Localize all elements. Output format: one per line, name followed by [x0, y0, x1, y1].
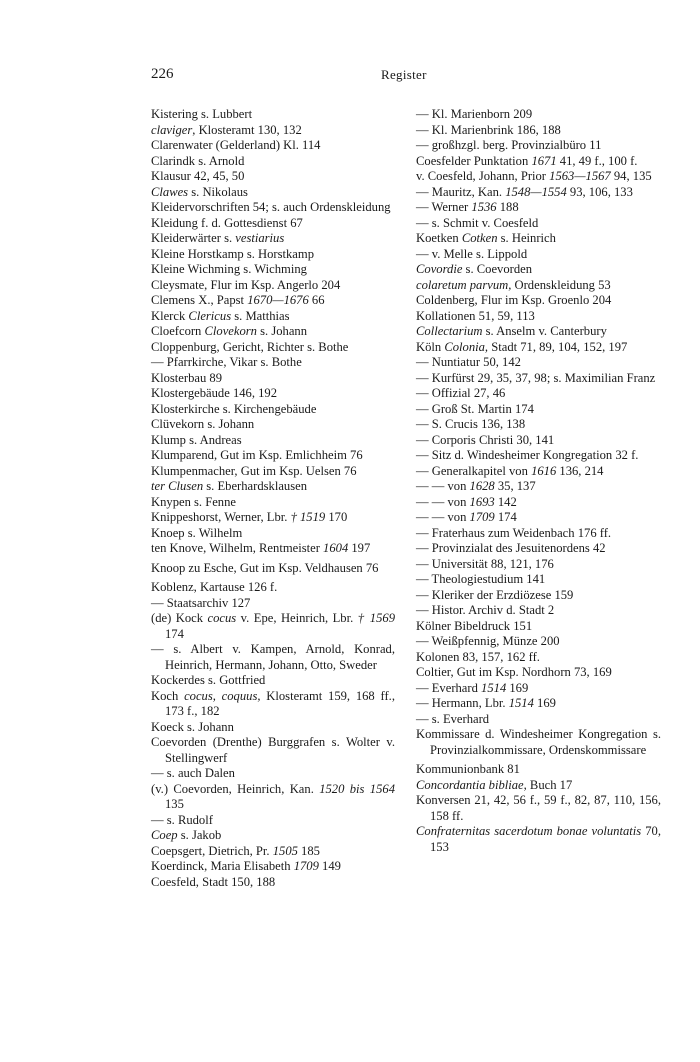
index-entry-text: — Everhard	[416, 680, 482, 695]
index-entry-text: Clüvekorn s. Johann	[151, 417, 255, 431]
index-entry-text: — Theologiestudium 141	[416, 572, 546, 586]
index-entry-text: s. Matthias	[231, 308, 290, 323]
index-entry-text: — Kleriker der Erzdiözese 159	[416, 587, 574, 602]
index-entry-text: 142	[494, 494, 517, 509]
index-entry-text: v. Coesfeld, Johann, Prior	[416, 169, 550, 183]
index-entry	[416, 712, 661, 728]
index-entry-text: — Kl. Marienbrink 186, 188	[416, 122, 561, 137]
index-entry-text: s. Coevorden	[462, 262, 533, 276]
index-entry-italic-text: Cotken	[461, 231, 498, 245]
index-entry-text: s. Anselm v. Canterbury	[482, 324, 607, 338]
index-entry-italic-text: 1709	[293, 859, 319, 873]
index-entry-text: Knoop zu Esche, Gut im Ksp. Veldhausen 76	[151, 560, 379, 575]
index-entry	[151, 216, 395, 232]
index-entry-text: — Werner	[416, 200, 472, 214]
index-entry	[416, 355, 661, 371]
index-entry-italic-text: cocus, coquus,	[184, 688, 261, 703]
index-entry-text: — Fraterhaus zum Weidenbach 176 ff.	[416, 525, 612, 540]
index-entry	[416, 433, 661, 449]
index-entry-text: Klerck	[151, 308, 189, 323]
index-entry	[416, 526, 661, 542]
index-entry-italic-text: Clovekorn	[204, 324, 257, 338]
index-entry-text: Klosterbau 89	[151, 370, 222, 385]
index-entry-text: Kommissare d. Windesheimer Kongregation s. Provinzialkommissare, Ordenskommissare	[416, 727, 661, 757]
index-entry	[416, 510, 661, 526]
index-entry	[416, 185, 661, 201]
index-entry	[416, 634, 661, 650]
index-entry-text: ten Knove, Wilhelm, Rentmeister	[151, 541, 324, 555]
index-entry	[151, 580, 395, 596]
index-entry	[151, 185, 395, 201]
index-entry-italic-text: vestiarius	[235, 231, 285, 245]
index-entry	[151, 813, 395, 829]
index-entry-text: — Corporis Christi 30, 141	[416, 432, 555, 447]
index-entry-italic-text: 1670—1676	[247, 293, 309, 307]
index-entry-italic-text: Confraternitas sacerdotum bonae voluntatis	[416, 824, 642, 838]
index-entry-text: — v. Melle s. Lippold	[416, 246, 528, 261]
index-entry-italic-text: Clericus	[188, 308, 232, 323]
index-entry	[151, 417, 395, 433]
index-entry-text: 174	[165, 626, 184, 641]
index-entry-text: Ordenskleidung 53	[511, 277, 611, 292]
index-entry-text: Clarindk s. Arnold	[151, 153, 245, 168]
index-entry	[416, 216, 661, 232]
index-entry	[416, 324, 661, 340]
index-entry-text: 136, 214	[556, 463, 604, 478]
index-entry-italic-text: † 1569	[357, 611, 395, 625]
index-entry-text: — Generalkapitel von	[416, 463, 532, 478]
page-number: 226	[151, 66, 174, 82]
index-entry-text: Coesfeld, Stadt 150, 188	[151, 874, 276, 889]
index-entry-text: Clemens X., Papst	[151, 293, 248, 307]
index-entry	[416, 169, 661, 185]
index-entry-italic-text: colaretum parvum,	[416, 277, 512, 292]
index-entry-text: Koetken	[416, 231, 462, 245]
index-entry	[151, 875, 395, 891]
index-entry-text: Klumparend, Gut im Ksp. Emlichheim 76	[151, 448, 363, 462]
index-entry	[151, 169, 395, 185]
index-entry	[151, 231, 395, 247]
index-entry-text: Coldenberg, Flur im Ksp. Groenlo 204	[416, 293, 612, 307]
index-entry-text: — Pfarrkirche, Vikar s. Bothe	[151, 355, 302, 369]
index-entry-italic-text: 1536	[471, 200, 497, 214]
index-entry	[416, 762, 661, 778]
index-entry-text: Klausur 42, 45, 50	[151, 169, 245, 183]
index-entry	[416, 402, 661, 418]
index-entry-text: Knypen s. Fenne	[151, 494, 236, 509]
index-entry	[416, 340, 661, 356]
index-entry	[416, 448, 661, 464]
index-entry	[416, 231, 661, 247]
index-entry-italic-text: Covordie	[416, 262, 463, 276]
index-entry-text: 70, 153	[430, 824, 661, 854]
index-entry-text: Cleysmate, Flur im Ksp. Angerlo 204	[151, 277, 341, 292]
index-entry	[151, 479, 395, 495]
index-entry-text: 197	[348, 541, 371, 555]
index-column-left	[151, 107, 395, 890]
index-entry-text: Coepsgert, Dietrich, Pr.	[151, 843, 273, 858]
index-entry	[416, 138, 661, 154]
index-entry	[151, 766, 395, 782]
index-entry-italic-text: Concordantia bibliae,	[416, 777, 527, 792]
index-entry	[416, 696, 661, 712]
index-entry	[151, 433, 395, 449]
index-entry	[416, 557, 661, 573]
index-entry-text: — Nuntiatur 50, 142	[416, 355, 521, 369]
index-entry-text: 169	[533, 696, 556, 710]
index-entry	[416, 665, 661, 681]
index-entry	[416, 154, 661, 170]
index-entry-text: Koblenz, Kartause 126 f.	[151, 580, 278, 594]
index-column-right	[416, 107, 661, 855]
index-entry	[151, 561, 395, 577]
index-entry-text: Coevorden (Drenthe) Burggrafen s. Wolter v. Stellingwerf	[151, 735, 395, 765]
index-entry-text: Konversen 21, 42, 56 f., 59 f., 82, 87, 110, 156, 158 ff.	[416, 793, 661, 823]
index-entry-italic-text: 1616	[531, 463, 557, 478]
index-entry-text: — s. auch Dalen	[151, 766, 235, 780]
index-entry	[151, 526, 395, 542]
index-entry-text: Kleine Wichming s. Wichming	[151, 262, 307, 276]
index-entry	[416, 417, 661, 433]
index-entry	[416, 588, 661, 604]
index-entry-italic-text: 1514	[481, 680, 507, 695]
index-entry-text: 66	[308, 293, 325, 307]
index-entry-text: s. Heinrich	[497, 231, 556, 245]
index-entry	[416, 727, 661, 758]
index-entry-text: — Histor. Archiv d. Stadt 2	[416, 603, 555, 617]
index-entry	[151, 154, 395, 170]
index-entry-text: Kleine Horstkamp s. Horstkamp	[151, 246, 314, 261]
index-entry-italic-text: 1548—1554	[505, 184, 567, 199]
index-entry	[151, 844, 395, 860]
index-entry-text: Klosterkirche s. Kirchengebäude	[151, 401, 317, 416]
index-entry-text: 170	[325, 510, 348, 524]
index-entry	[151, 720, 395, 736]
index-entry	[151, 402, 395, 418]
index-entry-text: Köln	[416, 339, 445, 354]
index-entry-text: Coesfelder Punktation	[416, 153, 532, 168]
index-entry-text: (v.) Coevorden, Heinrich, Kan.	[151, 781, 320, 796]
index-entry	[416, 619, 661, 635]
index-entry	[416, 479, 661, 495]
index-entry	[151, 510, 395, 526]
index-entry	[416, 541, 661, 557]
index-entry-text: Cloefcorn	[151, 324, 205, 338]
index-entry-text: — Kurfürst 29, 35, 37, 98; s. Maximilian Franz	[416, 370, 656, 385]
index-entry-text: — s. Everhard	[416, 711, 490, 726]
index-entry	[416, 650, 661, 666]
index-entry	[416, 824, 661, 855]
index-entry	[151, 782, 395, 813]
index-entry	[416, 293, 661, 309]
index-entry-italic-text: Clawes	[151, 184, 189, 199]
index-entry	[151, 689, 395, 720]
index-entry-italic-text: claviger	[151, 122, 193, 137]
index-entry	[151, 448, 395, 464]
index-entry-italic-text: 1604	[323, 541, 349, 555]
index-entry-text: — — von	[416, 494, 470, 509]
index-entry	[151, 138, 395, 154]
index-entry	[416, 681, 661, 697]
index-entry	[151, 123, 395, 139]
index-entry-text: Cloppenburg, Gericht, Richter s. Bothe	[151, 339, 349, 354]
index-entry	[151, 541, 395, 557]
index-entry-text: 94, 135	[610, 169, 652, 183]
index-entry-text: Klosteramt 159, 168 ff., 173 f., 182	[165, 688, 395, 718]
index-entry	[151, 355, 395, 371]
index-entry	[151, 464, 395, 480]
index-entry	[151, 309, 395, 325]
index-entry-italic-text: cocus	[207, 611, 237, 625]
index-entry-text: Klumpenmacher, Gut im Ksp. Uelsen 76	[151, 463, 357, 478]
index-entry-italic-text: 1671	[531, 153, 557, 168]
index-entry-text: Knippeshorst, Werner, Lbr.	[151, 510, 291, 524]
index-entry-text: Klump s. Andreas	[151, 432, 242, 447]
index-entry-text: Kolonen 83, 157, 162 ff.	[416, 649, 540, 664]
index-entry	[416, 278, 661, 294]
index-entry-text: — Staatsarchiv 127	[151, 595, 251, 610]
index-entry-text: — s. Albert v. Kampen, Arnold, Konrad, Heinrich, Hermann, Johann, Otto, Sweder	[151, 642, 395, 672]
index-entry-text: Kölner Bibeldruck 151	[416, 618, 533, 633]
index-entry-text: — Mauritz, Kan.	[416, 184, 506, 199]
index-entry-italic-text: † 1519	[290, 510, 326, 524]
index-entry-text: s. Eberhardsklausen	[203, 479, 307, 493]
index-entry-italic-text: 1514	[508, 696, 534, 710]
index-entry-text: — Kl. Marienborn 209	[416, 107, 533, 121]
index-entry	[416, 123, 661, 139]
index-entry	[151, 200, 395, 216]
index-entry-text: Kollationen 51, 59, 113	[416, 308, 535, 323]
index-entry	[151, 278, 395, 294]
index-entry	[416, 200, 661, 216]
index-entry-text: — S. Crucis 136, 138	[416, 417, 526, 431]
index-entry	[151, 293, 395, 309]
index-entry	[151, 735, 395, 766]
index-entry-text: Klostergebäude 146, 192	[151, 386, 278, 400]
index-entry	[416, 778, 661, 794]
index-entry-text: — großhzgl. berg. Provinzialbüro 11	[416, 138, 602, 152]
index-entry	[416, 386, 661, 402]
index-entry-italic-text: 1505	[272, 843, 298, 858]
index-entry	[151, 642, 395, 673]
index-entry	[151, 386, 395, 402]
index-entry	[151, 828, 395, 844]
index-entry-text: 93, 106, 133	[566, 184, 633, 199]
index-entry-text: — — von	[416, 510, 470, 524]
index-entry	[416, 107, 661, 123]
index-entry	[151, 247, 395, 263]
index-entry-text: s. Johann	[256, 324, 308, 338]
index-entry-text: Coltier, Gut im Ksp. Nordhorn 73, 169	[416, 665, 612, 679]
index-entry	[416, 793, 661, 824]
index-entry-text: v. Epe, Heinrich, Lbr.	[236, 611, 358, 625]
index-entry-text: Kommunionbank 81	[416, 762, 520, 776]
index-entry	[151, 596, 395, 612]
index-entry-text: 135	[165, 797, 184, 811]
index-entry	[151, 611, 395, 642]
index-entry-text: 169	[506, 680, 529, 695]
index-entry	[416, 495, 661, 511]
index-entry-text: 35, 137	[494, 479, 536, 493]
index-entry	[416, 247, 661, 263]
index-entry-text: Koeck s. Johann	[151, 719, 234, 734]
index-entry-text: — Hermann, Lbr.	[416, 696, 509, 710]
index-entry-text: — Sitz d. Windesheimer Kongregation 32 f.	[416, 448, 639, 462]
index-entry-italic-text: 1709	[469, 510, 495, 524]
index-entry-text: Koch	[151, 688, 185, 703]
index-entry-italic-text: 1563—1567	[549, 169, 611, 183]
index-entry-text: Clarenwater (Gelderland) Kl. 114	[151, 138, 321, 152]
index-entry-text: Kleidung f. d. Gottesdienst 67	[151, 215, 303, 230]
index-entry-italic-text: Coep	[151, 828, 178, 842]
index-entry-italic-text: 1628	[469, 479, 495, 493]
index-entry-italic-text: ter Clusen	[151, 479, 204, 493]
index-entry-text: 185	[297, 843, 320, 858]
index-entry	[416, 464, 661, 480]
index-entry-text: — — von	[416, 479, 470, 493]
index-entry-text: 188	[496, 200, 519, 214]
index-entry	[151, 324, 395, 340]
index-entry-text: — Provinzialat des Jesuitenordens 42	[416, 541, 606, 555]
index-entry-text: — Groß St. Martin 174	[416, 401, 534, 416]
index-entry-text: — Offizial 27, 46	[416, 386, 506, 400]
index-entry	[151, 495, 395, 511]
index-entry-italic-text: 1520 bis 1564	[319, 781, 395, 796]
index-entry-text: Koerdinck, Maria Elisabeth	[151, 859, 294, 873]
index-entry-text: Kleidervorschriften 54; s. auch Ordenskleidung	[151, 200, 391, 214]
index-entry-text: s. Nikolaus	[188, 184, 248, 199]
index-entry-text: , Klosteramt 130, 132	[192, 122, 302, 137]
index-entry	[416, 262, 661, 278]
index-entry	[151, 107, 395, 123]
index-entry-text: — s. Rudolf	[151, 812, 213, 827]
index-entry-text: 174	[494, 510, 517, 524]
index-entry-text: Kockerdes s. Gottfried	[151, 673, 266, 687]
index-entry-text: Kistering s. Lubbert	[151, 107, 253, 121]
index-entry	[416, 603, 661, 619]
index-entry	[151, 673, 395, 689]
index-entry-text: — Universität 88, 121, 176	[416, 556, 554, 571]
index-entry-text: Knoep s. Wilhelm	[151, 525, 243, 540]
index-entry-italic-text: Colonia,	[444, 339, 489, 354]
index-entry	[151, 859, 395, 875]
index-entry-text: Stadt 71, 89, 104, 152, 197	[488, 339, 628, 354]
index-entry-text: 41, 49 f., 100 f.	[556, 153, 638, 168]
index-entry-text: (de) Kock	[151, 611, 208, 625]
index-entry	[151, 371, 395, 387]
index-entry-text: Buch 17	[526, 777, 573, 792]
index-entry-italic-text: Collectarium	[416, 324, 483, 338]
index-entry	[416, 309, 661, 325]
index-entry-text: s. Jakob	[177, 828, 222, 842]
index-entry	[416, 371, 661, 387]
index-entry-text: Kleiderwärter s.	[151, 231, 236, 245]
index-entry-text: — Weißpfennig, Münze 200	[416, 634, 560, 648]
index-entry-text: — s. Schmit v. Coesfeld	[416, 215, 539, 230]
running-head: Register	[381, 67, 427, 82]
index-entry	[151, 262, 395, 278]
index-entry	[151, 340, 395, 356]
index-entry-italic-text: 1693	[469, 494, 495, 509]
index-entry	[416, 572, 661, 588]
index-entry-text: 149	[318, 859, 341, 873]
